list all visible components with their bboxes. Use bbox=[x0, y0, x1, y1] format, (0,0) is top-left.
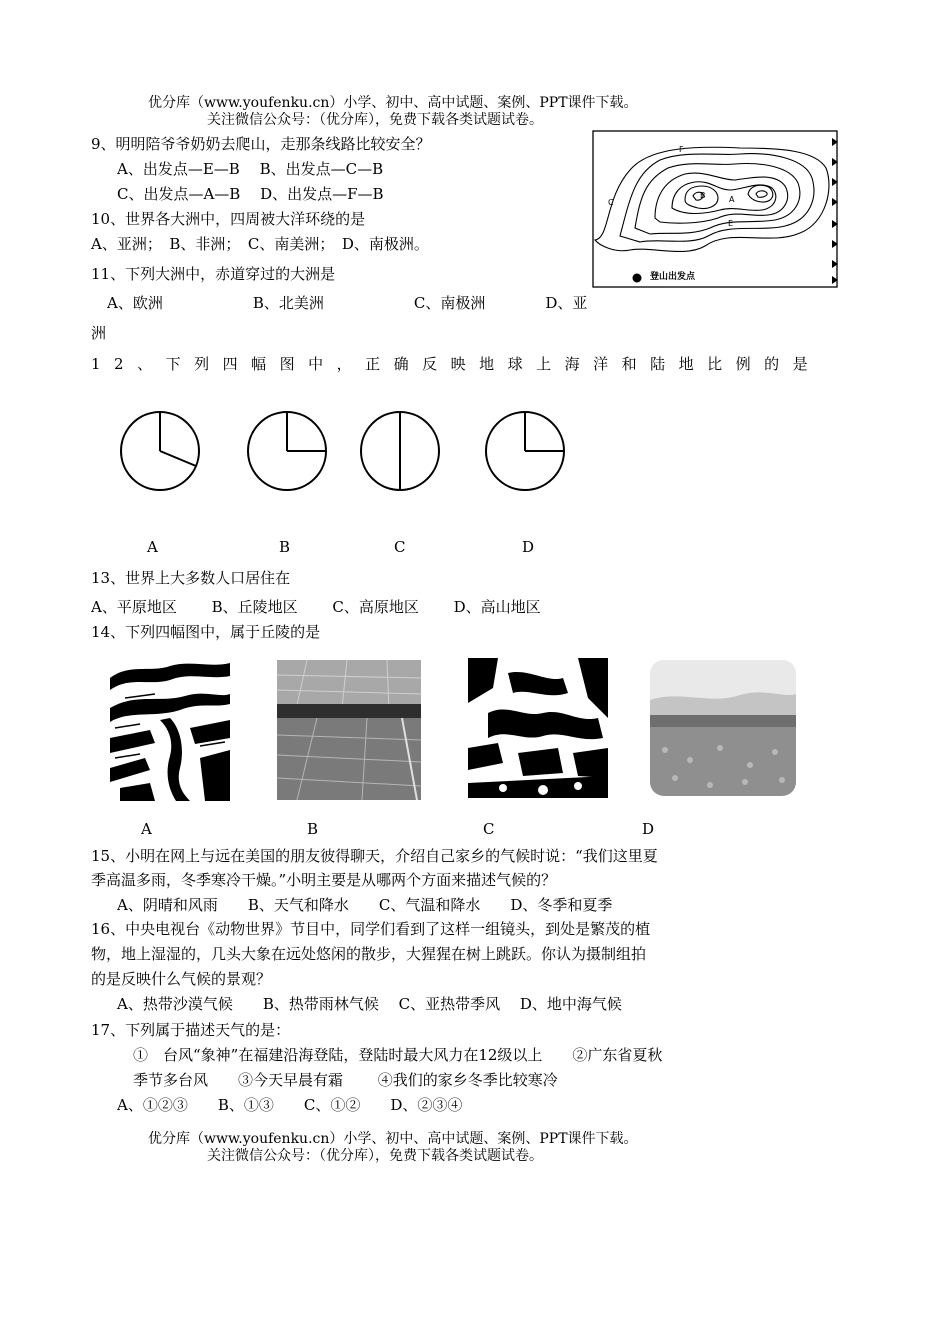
q11-options: A、欧洲 B、北美洲 C、南极洲 D、亚 bbox=[107, 294, 588, 312]
q11-options-wrap: 洲 bbox=[91, 324, 107, 342]
q11-stem: 11、下列大洲中，赤道穿过的大洲是 bbox=[91, 265, 336, 283]
q13-stem: 13、世界上大多数人口居住在 bbox=[91, 569, 291, 587]
footer-line-1: 优分库（www.youfenku.cn）小学、初中、高中试题、案例、PPT课件下载。 bbox=[148, 1131, 638, 1147]
q9-options-row-1: A、出发点—E—B B、出发点—C—B bbox=[117, 160, 384, 178]
map-label-b: B bbox=[700, 191, 706, 200]
q12-circle-a bbox=[121, 412, 199, 490]
q12-label-a: A bbox=[147, 538, 158, 556]
q12-stem: 12、下列四幅图中，正确反映地球上海洋和陆地比例的是 bbox=[91, 355, 822, 373]
q12-circle-c bbox=[361, 412, 439, 490]
map-label-c: C bbox=[608, 198, 614, 207]
map-label-a: A bbox=[729, 195, 735, 204]
q17-item-line-1: ① 台风“象神”在福建沿海登陆，登陆时最大风力在12级以上 ②广东省夏秋 bbox=[133, 1046, 663, 1064]
map-start-label: 登山出发点 bbox=[650, 272, 696, 282]
start-point-marker bbox=[633, 274, 642, 283]
q15-stem-line-1: 15、小明在网上与远在美国的朋友彼得聊天，介绍自己家乡的气候时说：“我们这里夏 bbox=[91, 847, 658, 865]
q12-label-c: C bbox=[394, 538, 406, 556]
q16-stem-line-1: 16、中央电视台《动物世界》节目中，同学们看到了这样一组镜头，到处是繁茂的植 bbox=[91, 920, 651, 938]
q17-item-line-2: 季节多台风 ③今天早晨有霜 ④我们的家乡冬季比较寒冷 bbox=[133, 1071, 558, 1089]
q17-options: A、①②③ B、①③ C、①② D、②③④ bbox=[117, 1096, 463, 1114]
q14-image-c bbox=[468, 658, 608, 798]
contour-lines bbox=[595, 147, 829, 251]
q10-stem: 10、世界各大洲中，四周被大洋环绕的是 bbox=[91, 210, 366, 228]
q14-image-d bbox=[650, 660, 796, 796]
header-line-2: 关注微信公众号：（优分库），免费下载各类试题试卷。 bbox=[207, 112, 543, 128]
q12-circle-d bbox=[486, 412, 564, 490]
q14-label-d: D bbox=[642, 820, 655, 838]
q16-stem-line-3: 的是反映什么气候的景观？ bbox=[91, 970, 272, 988]
q12-circle-b bbox=[248, 412, 326, 490]
q16-stem-line-2: 物，地上湿湿的，几头大象在远处悠闲的散步，大猩猩在树上跳跃。你认为摄制组拍 bbox=[91, 945, 647, 963]
q14-label-a: A bbox=[141, 820, 152, 838]
footer-line-2: 关注微信公众号：（优分库），免费下载各类试题试卷。 bbox=[207, 1148, 543, 1164]
q15-options: A、阴晴和风雨 B、天气和降水 C、气温和降水 D、冬季和夏季 bbox=[117, 896, 613, 914]
q10-options: A、亚洲； B、非洲； C、南美洲； D、南极洲。 bbox=[91, 235, 429, 253]
contour-map-figure bbox=[590, 128, 840, 290]
q12-label-b: B bbox=[279, 538, 291, 556]
q16-options: A、热带沙漠气候 B、热带雨林气候 C、亚热带季风 D、地中海气候 bbox=[117, 995, 622, 1013]
map-label-e: E bbox=[728, 219, 734, 228]
q14-label-b: B bbox=[307, 820, 319, 838]
q12-label-d: D bbox=[522, 538, 535, 556]
q9-options-row-2: C、出发点—A—B D、出发点—F—B bbox=[117, 185, 384, 203]
q15-stem-line-2: 季高温多雨，冬季寒冷干燥。”小明主要是从哪两个方面来描述气候的？ bbox=[91, 871, 557, 889]
q14-label-c: C bbox=[483, 820, 495, 838]
q14-image-a bbox=[110, 658, 230, 801]
q17-stem: 17、下列属于描述天气的是： bbox=[91, 1021, 291, 1039]
q14-stem: 14、下列四幅图中，属于丘陵的是 bbox=[91, 623, 321, 641]
q13-options: A、平原地区 B、丘陵地区 C、高原地区 D、高山地区 bbox=[91, 598, 541, 616]
map-label-f: F bbox=[679, 145, 684, 154]
q12-pie-figures bbox=[110, 405, 580, 500]
q14-image-b bbox=[277, 660, 421, 800]
q9-stem: 9、明明陪爷爷奶奶去爬山，走那条线路比较安全？ bbox=[91, 135, 431, 153]
header-line-1: 优分库（www.youfenku.cn）小学、初中、高中试题、案例、PPT课件下载。 bbox=[148, 95, 638, 111]
